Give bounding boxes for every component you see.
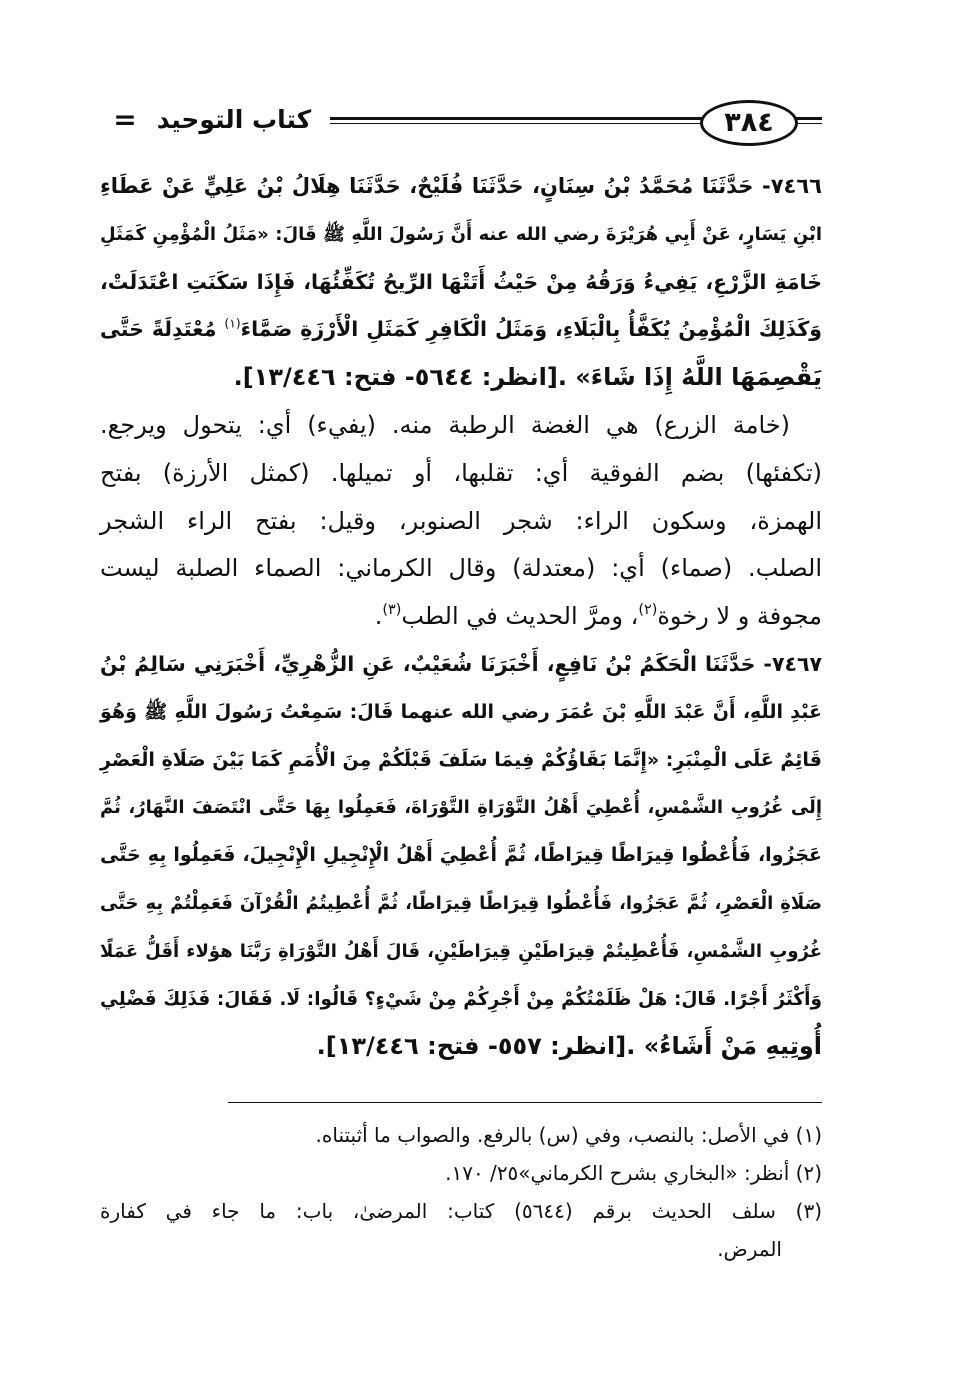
- footnote-ref: (٢): [638, 602, 658, 619]
- footnote-3: (٣) سلف الحديث برقم (٥٦٤٤) كتاب: المرضىٰ، باب: ما جاء في كفارة: [100, 1199, 822, 1223]
- commentary-line: [100, 593, 822, 641]
- hadith-line: غُرُوبِ الشَّمْسِ، فَأُعْطِيتُمْ قِيرَاطَيْنِ قِيرَاطَيْنِ، قَالَ أَهْلُ التَّوْرَاةِ رَبَّنَا هؤلاء أَقَلُّ عَمَلًا: [100, 940, 822, 962]
- commentary-text: .: [374, 602, 383, 631]
- hadith-line: خَامَةِ الزَّرْعِ، يَفِيءُ وَرَقُهُ مِنْ حَيْثُ أَتَتْهَا الرِّيحُ تُكَفِّئُهَا، فَإِذَا سَكَنَتِ اعْتَدَلَتْ،: [100, 269, 822, 294]
- hadith-7467: [100, 641, 822, 1071]
- hadith-line: ابْنِ يَسَارٍ، عَنْ أَبِي هُرَيْرَةَ رضي الله عنه أَنَّ رَسُولَ اللَّهِ ﷺ قَالَ: «مَثَلُ الْمُؤْمِنِ كَمَثَلِ: [100, 223, 822, 245]
- commentary-line: (خامة الزرع) هي الغضة الرطبة منه. (يفيء) أي: يتحول ويرجع.: [100, 410, 790, 439]
- header-ornament: =: [113, 103, 137, 136]
- hadith-text: مُعْتَدِلَةً حَتَّى: [100, 317, 225, 342]
- header-rule-left: [330, 117, 702, 124]
- hadith-line: ٧٤٦٦- حَدَّثَنَا مُحَمَّدُ بْنُ سِنَانٍ، حَدَّثَنَا فُلَيْحٌ، حَدَّثَنَا هِلَالُ بْنُ عَلِيٍّ عَنْ عَطَاءِ: [100, 174, 822, 198]
- commentary-text: مجوفة و لا رخوة: [657, 602, 822, 631]
- hadith-text: وَكَذَلِكَ الْمُؤْمِنُ يُكَفَّأُ بِالْبَلَاءِ، وَمَثَلُ الْكَافِرِ كَمَثَلِ الْأَرْزَةِ صَمَّاءَ: [240, 317, 822, 342]
- book-title: كتاب التوحيد: [156, 105, 312, 134]
- hadith-line: يَقْصِمَهَا اللَّهُ إِذَا شَاءَ» .[انظر: ٥٦٤٤- فتح: ١٣/٤٤٦].: [233, 363, 822, 392]
- commentary-line: الهمزة، وسكون الراء: شجر الصنوبر، وقيل: بفتح الراء الشجر: [100, 506, 822, 535]
- commentary-line: الصلب. (صماء) أي: (معتدلة) وقال الكرماني: الصماء الصلبة ليست: [100, 554, 822, 583]
- hadith-line: صَلَاةِ الْعَصْرِ، ثُمَّ عَجَزُوا، فَأُعْطُوا قِيرَاطًا قِيرَاطًا، ثُمَّ أُعْطِيتُمُ الْقُرْآنَ فَعَمِلْتُمْ بِهِ حَتَّى: [100, 892, 822, 914]
- commentary: [100, 402, 822, 641]
- hadith-7466: [100, 163, 822, 402]
- footnote-ref: (١): [224, 316, 241, 331]
- hadith-line: [100, 306, 822, 354]
- footnote-2: (٢) أنظر: «البخاري بشرح الكرماني»٢٥/ ١٧٠.: [445, 1161, 822, 1185]
- hadith-line: إِلَى غُرُوبِ الشَّمْسِ، أُعْطِيَ أَهْلُ التَّوْرَاةِ التَّوْرَاةَ، فَعَمِلُوا بِهَا حَتَّى انْتَصَفَ النَّهَارُ، ثُمَّ: [100, 797, 822, 819]
- footnote-separator: [228, 1102, 822, 1103]
- hadith-line: وَأَكْثَرُ أَجْرًا. قَالَ: هَلْ ظَلَمْتُكُمْ مِنْ أَجْرِكُمْ مِنْ شَيْءٍ؟ قَالُوا: لَا. فَقَالَ: فَذَلِكَ فَضْلِي: [100, 988, 822, 1010]
- header-rule-right: [795, 117, 822, 124]
- hadith-line: أُوتِيهِ مَنْ أَشَاءُ» .[انظر: ٥٥٧- فتح: ١٣/٤٤٦].: [316, 1032, 822, 1061]
- page-number: ٣٨٤: [700, 100, 798, 146]
- commentary-text: ، ومرَّ الحديث في الطب: [401, 602, 639, 631]
- hadith-line: ٧٤٦٧- حَدَّثَنَا الْحَكَمُ بْنُ نَافِعٍ، أَخْبَرَنَا شُعَيْبٌ، عَنِ الزُّهْرِيِّ، أَخْبَرَنِي سَالِمُ بْنُ: [100, 651, 822, 676]
- hadith-line: عَجَزُوا، فَأُعْطُوا قِيرَاطًا قِيرَاطًا، ثُمَّ أُعْطِيَ أَهْلُ الْإِنْجِيلِ الْإِنْجِيلَ، فَعَمِلُوا بِهِ حَتَّى: [100, 844, 822, 867]
- main-text: [100, 163, 822, 1071]
- footnote-3-continued: المرض.: [717, 1237, 782, 1261]
- hadith-line: قَائِمٌ عَلَى الْمِنْبَرِ: «إِنَّمَا بَقَاؤُكُمْ فِيمَا سَلَفَ قَبْلَكُمْ مِنَ الْأُمَمِ كَمَا بَيْنَ صَلَاةِ الْعَصْرِ: [100, 748, 822, 771]
- footnotes: [100, 1116, 822, 1268]
- commentary-line: (تكفئها) بضم الفوقية أي: تقلبها، أو تميلها. (كمثل الأرزة) بفتح: [100, 458, 822, 487]
- hadith-line: عَبْدِ اللَّهِ، أَنَّ عَبْدَ اللَّهِ بْنَ عُمَرَ رضي الله عنهما قَالَ: سَمِعْتُ رَسُولَ اللَّهِ ﷺ وَهُوَ: [100, 700, 822, 723]
- footnote-1: (١) في الأصل: بالنصب، وفي (س) بالرفع. والصواب ما أثبتناه.: [315, 1123, 822, 1147]
- footnote-ref: (٣): [382, 602, 402, 619]
